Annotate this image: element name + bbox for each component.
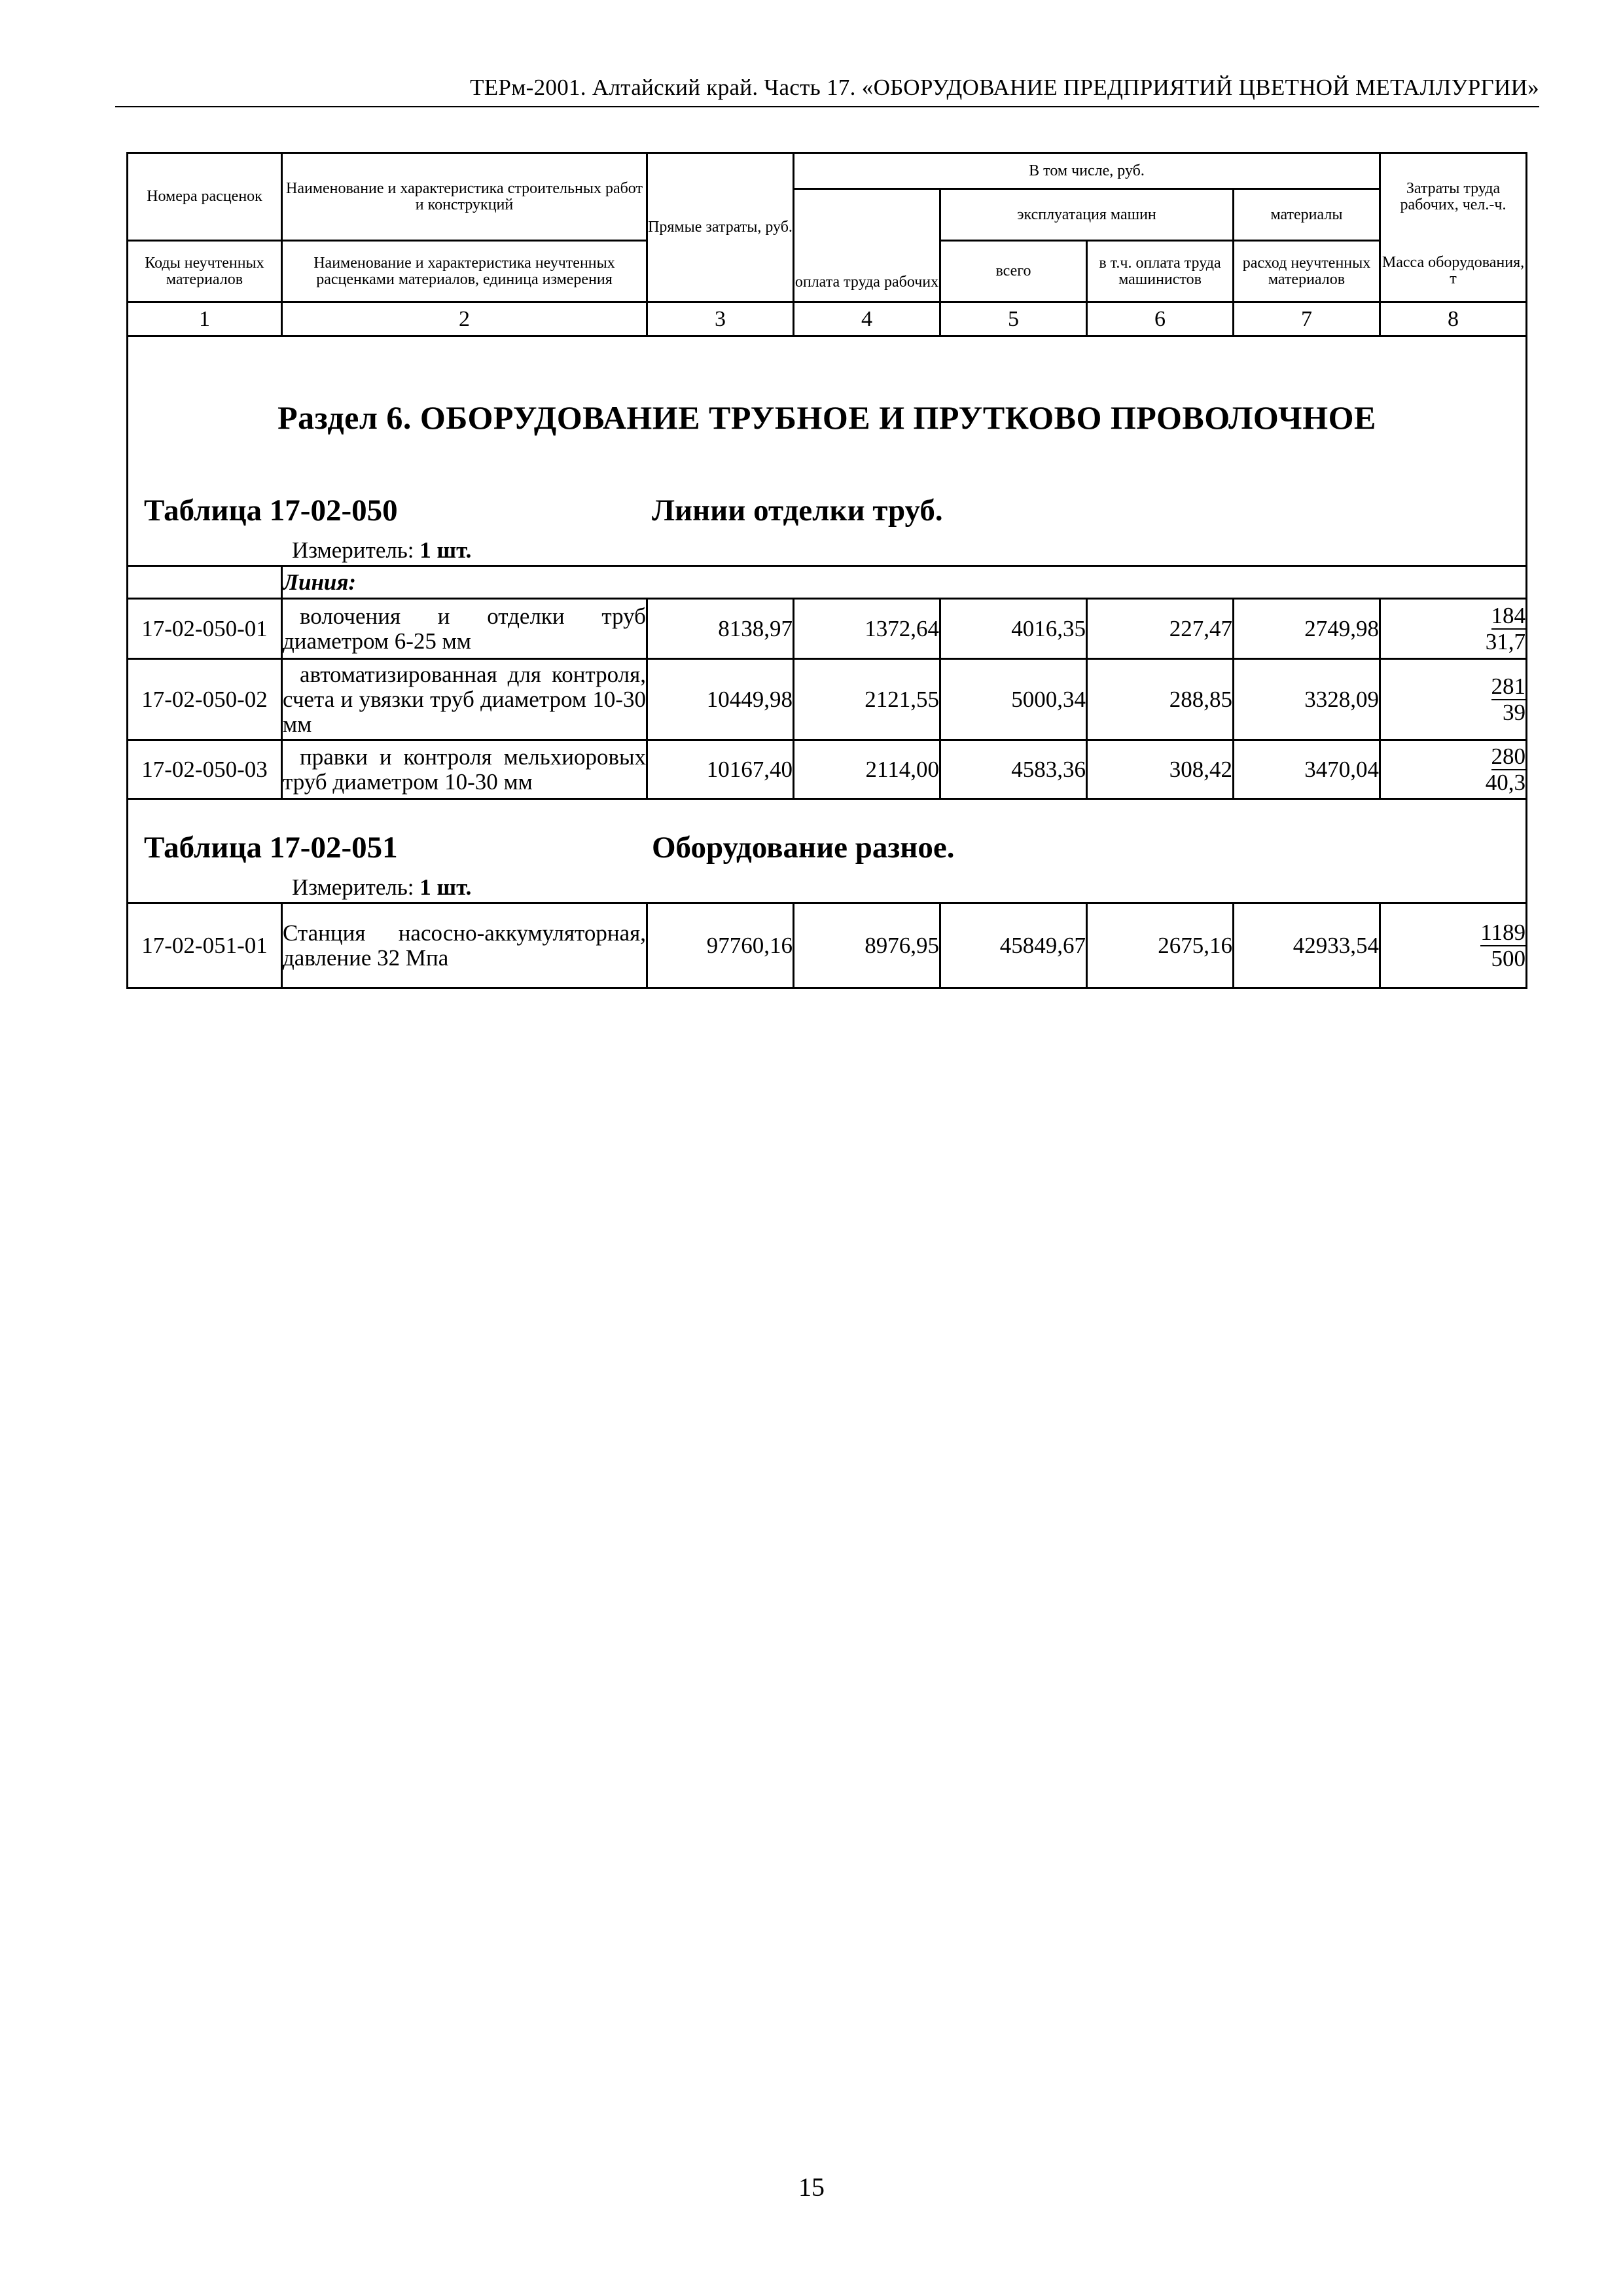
header-material-codes: Коды неучтенных материалов — [128, 241, 282, 302]
labor-mass-fraction — [1380, 599, 1527, 659]
direct-costs: 10167,40 — [647, 740, 794, 799]
page-number: 15 — [798, 2172, 825, 2202]
equipment-mass: 500 — [1491, 946, 1525, 971]
machinist-pay: 308,42 — [1087, 740, 1234, 799]
header-machinist-pay: в т.ч. оплата труда машинистов — [1087, 241, 1234, 302]
measure-value: 1 шт. — [419, 537, 472, 563]
table-name: Линии отделки труб. — [652, 493, 943, 528]
labor-pay: 1372,64 — [794, 599, 940, 659]
col-number: 3 — [647, 302, 794, 336]
direct-costs: 8138,97 — [647, 599, 794, 659]
machinist-pay: 288,85 — [1087, 659, 1234, 740]
header-work-name: Наименование и характеристика строительных работ и конструкций — [282, 153, 647, 241]
labor-pay: 2114,00 — [794, 740, 940, 799]
measure-value: 1 шт. — [419, 874, 472, 900]
materials-cost: 3470,04 — [1234, 740, 1380, 799]
measure-label: Измеритель: — [292, 537, 414, 563]
machines-total: 5000,34 — [940, 659, 1087, 740]
header-direct-costs: Прямые затраты, руб. — [647, 153, 794, 302]
group-label: Линия: — [282, 566, 1527, 599]
col-number: 1 — [128, 302, 282, 336]
labor-mass-fraction — [1380, 740, 1527, 799]
equipment-mass: 31,7 — [1485, 629, 1525, 655]
header-labor-hours: Затраты труда рабочих, чел.-ч. — [1380, 153, 1527, 241]
labor-mass-fraction — [1380, 659, 1527, 740]
rate-description — [282, 599, 647, 659]
header-rate-numbers: Номера расценок — [128, 153, 282, 241]
section-title: Раздел 6. ОБОРУДОВАНИЕ ТРУБНОЕ И ПРУТКОВО ПРОВОЛОЧНОЕ — [277, 399, 1376, 436]
machinist-pay: 227,47 — [1087, 599, 1234, 659]
rate-code: 17-02-050-02 — [128, 659, 282, 740]
table-name: Оборудование разное. — [652, 831, 955, 865]
header-unaccounted-materials: расход неучтенных материалов — [1234, 241, 1380, 302]
rate-description — [282, 740, 647, 799]
header-including: В том числе, руб. — [794, 153, 1380, 189]
table-number: Таблица 17-02-050 — [144, 493, 398, 528]
header-labor-pay: оплата труда рабочих — [794, 189, 940, 302]
rate-description-text: автоматизированная для контроля, счета и увязки труб диаметром 10-30 мм — [283, 661, 646, 737]
col-number: 2 — [282, 302, 647, 336]
direct-costs: 10449,98 — [647, 659, 794, 740]
rate-description-text: правки и контроля мельхиоровых труб диаметром 10-30 мм — [283, 744, 646, 795]
measure-unit — [128, 536, 1525, 565]
machines-total: 4016,35 — [940, 599, 1087, 659]
equipment-mass: 39 — [1503, 700, 1525, 725]
table-heading — [128, 825, 1525, 873]
measure-label: Измеритель: — [292, 874, 414, 900]
labor-pay: 2121,55 — [794, 659, 940, 740]
header-material-names: Наименование и характеристика неучтенных расценками материалов, единица измерения — [282, 241, 647, 302]
rates-table — [126, 152, 1527, 989]
materials-cost: 2749,98 — [1234, 599, 1380, 659]
rate-description — [282, 903, 647, 988]
table-row — [128, 903, 1527, 988]
table-heading — [128, 488, 1525, 536]
table-row — [128, 599, 1527, 659]
section-block — [128, 336, 1527, 566]
machines-total: 45849,67 — [940, 903, 1087, 988]
col-number: 4 — [794, 302, 940, 336]
rate-code: 17-02-051-01 — [128, 903, 282, 988]
header-machines: эксплуатация машин — [940, 189, 1234, 241]
measure-unit — [128, 873, 1525, 902]
materials-cost: 3328,09 — [1234, 659, 1380, 740]
header-machines-total: всего — [940, 241, 1087, 302]
header-materials: материалы — [1234, 189, 1380, 241]
labor-hours: 184 — [1491, 603, 1525, 628]
rate-code: 17-02-050-03 — [128, 740, 282, 799]
rate-description-text: Станция насосно-аккумуляторная, давление 32 Мпа — [283, 920, 646, 971]
empty-cell — [128, 566, 282, 599]
machines-total: 4583,36 — [940, 740, 1087, 799]
table-row — [128, 659, 1527, 740]
col-number: 8 — [1380, 302, 1527, 336]
col-number: 6 — [1087, 302, 1234, 336]
direct-costs: 97760,16 — [647, 903, 794, 988]
col-number: 7 — [1234, 302, 1380, 336]
labor-mass-fraction — [1380, 903, 1527, 988]
labor-hours: 280 — [1491, 744, 1525, 769]
table-row — [128, 740, 1527, 799]
machinist-pay: 2675,16 — [1087, 903, 1234, 988]
running-header — [115, 63, 1539, 107]
labor-hours: 1189 — [1480, 920, 1525, 945]
table-number: Таблица 17-02-051 — [144, 831, 398, 865]
running-header-text: ТЕРм-2001. Алтайский край. Часть 17. «ОБОРУДОВАНИЕ ПРЕДПРИЯТИЙ ЦВЕТНОЙ МЕТАЛЛУРГИИ» — [470, 75, 1539, 100]
equipment-mass: 40,3 — [1485, 770, 1525, 795]
labor-pay: 8976,95 — [794, 903, 940, 988]
header-equipment-mass: Масса оборудования, т — [1380, 241, 1527, 302]
col-number: 5 — [940, 302, 1087, 336]
table-block — [128, 799, 1527, 903]
rate-code: 17-02-050-01 — [128, 599, 282, 659]
rate-description-text: волочения и отделки труб диаметром 6-25 мм — [283, 603, 646, 654]
rate-description — [282, 659, 647, 740]
labor-hours: 281 — [1491, 673, 1525, 699]
materials-cost: 42933,54 — [1234, 903, 1380, 988]
